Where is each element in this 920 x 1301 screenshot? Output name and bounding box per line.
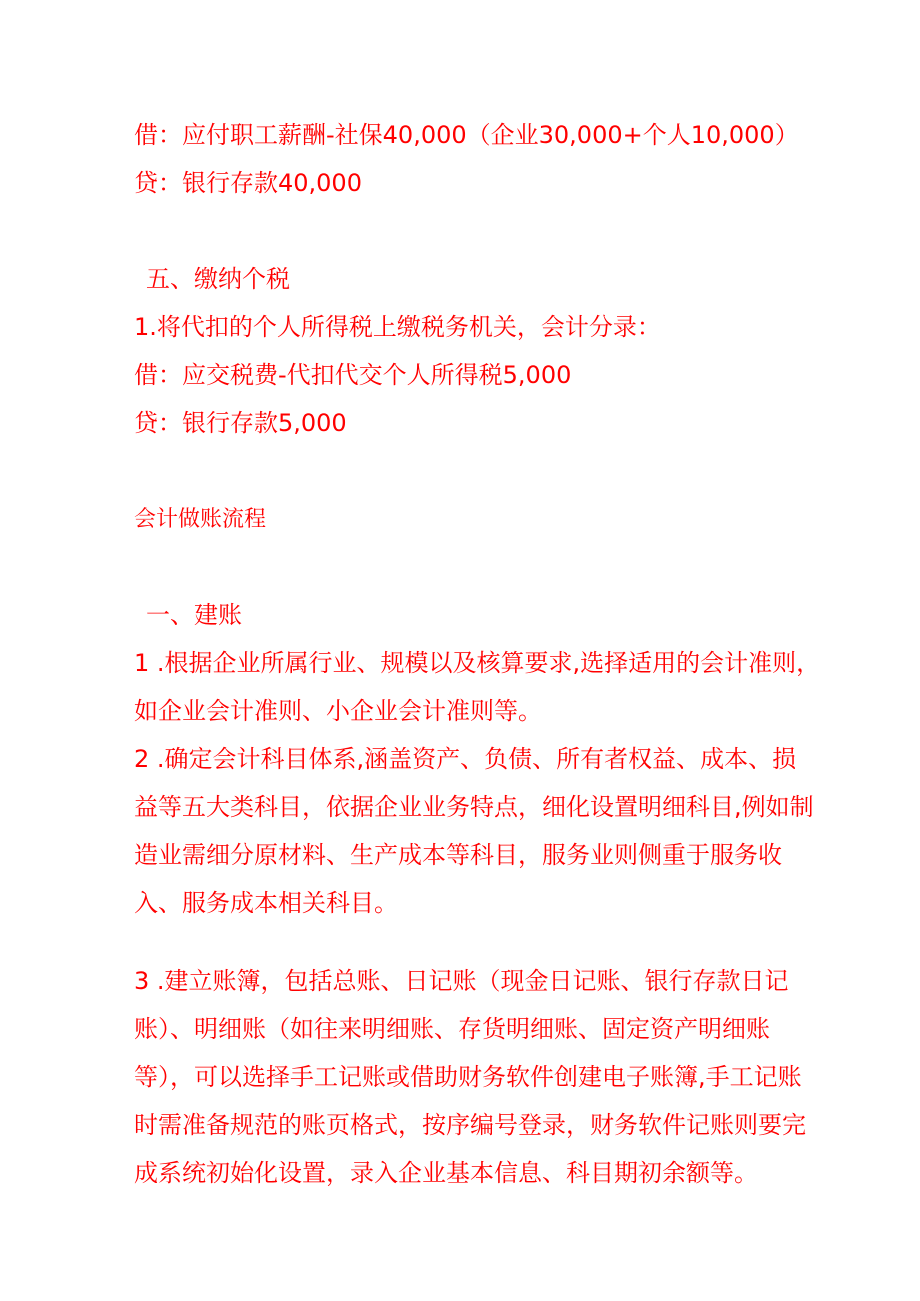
credit-bank-entry: 贷：银行存款40,000 [134,169,362,197]
setup-item-1-line-1: 1 .根据企业所属行业、规模以及核算要求,选择适用的会计准则， [134,649,821,677]
setup-item-3-line-1: 3 .建立账簿，包括总账、日记账（现金日记账、银行存款日记 [134,967,789,995]
section-heading-tax: 五、缴纳个税 [146,265,290,293]
setup-item-2-line-4: 入、服务成本相关科目。 [134,889,398,917]
tax-step-1: 1.将代扣的个人所得税上缴税务机关，会计分录： [134,313,661,341]
setup-item-3-line-3: 等），可以选择手工记账或借助财务软件创建电子账簿,手工记账 [134,1063,802,1091]
tax-credit-entry: 贷：银行存款5,000 [134,409,347,437]
setup-item-2-line-1: 2 .确定会计科目体系,涵盖资产、负债、所有者权益、成本、损 [134,745,797,773]
section-heading-setup: 一、建账 [146,601,242,629]
setup-item-1-line-2: 如企业会计准则、小企业会计准则等。 [134,697,542,725]
setup-item-3-line-5: 成系统初始化设置，录入企业基本信息、科目期初余额等。 [134,1159,758,1187]
tax-debit-entry: 借：应交税费-代扣代交个人所得税5,000 [134,361,572,389]
page-title: 会计做账流程 [134,507,267,532]
debit-social-security-entry: 借：应付职工薪酬-社保40,000（企业30,000+个人10,000） [134,121,799,149]
setup-item-2-line-2: 益等五大类科目，依据企业业务特点，细化设置明细科目,例如制 [134,793,814,821]
setup-item-3-line-2: 账）、明细账（如往来明细账、存货明细账、固定资产明细账 [134,1015,770,1043]
setup-item-3-line-4: 时需准备规范的账页格式，按序编号登录，财务软件记账则要完 [134,1111,806,1139]
setup-item-2-line-3: 造业需细分原材料、生产成本等科目，服务业则侧重于服务收 [134,841,782,869]
